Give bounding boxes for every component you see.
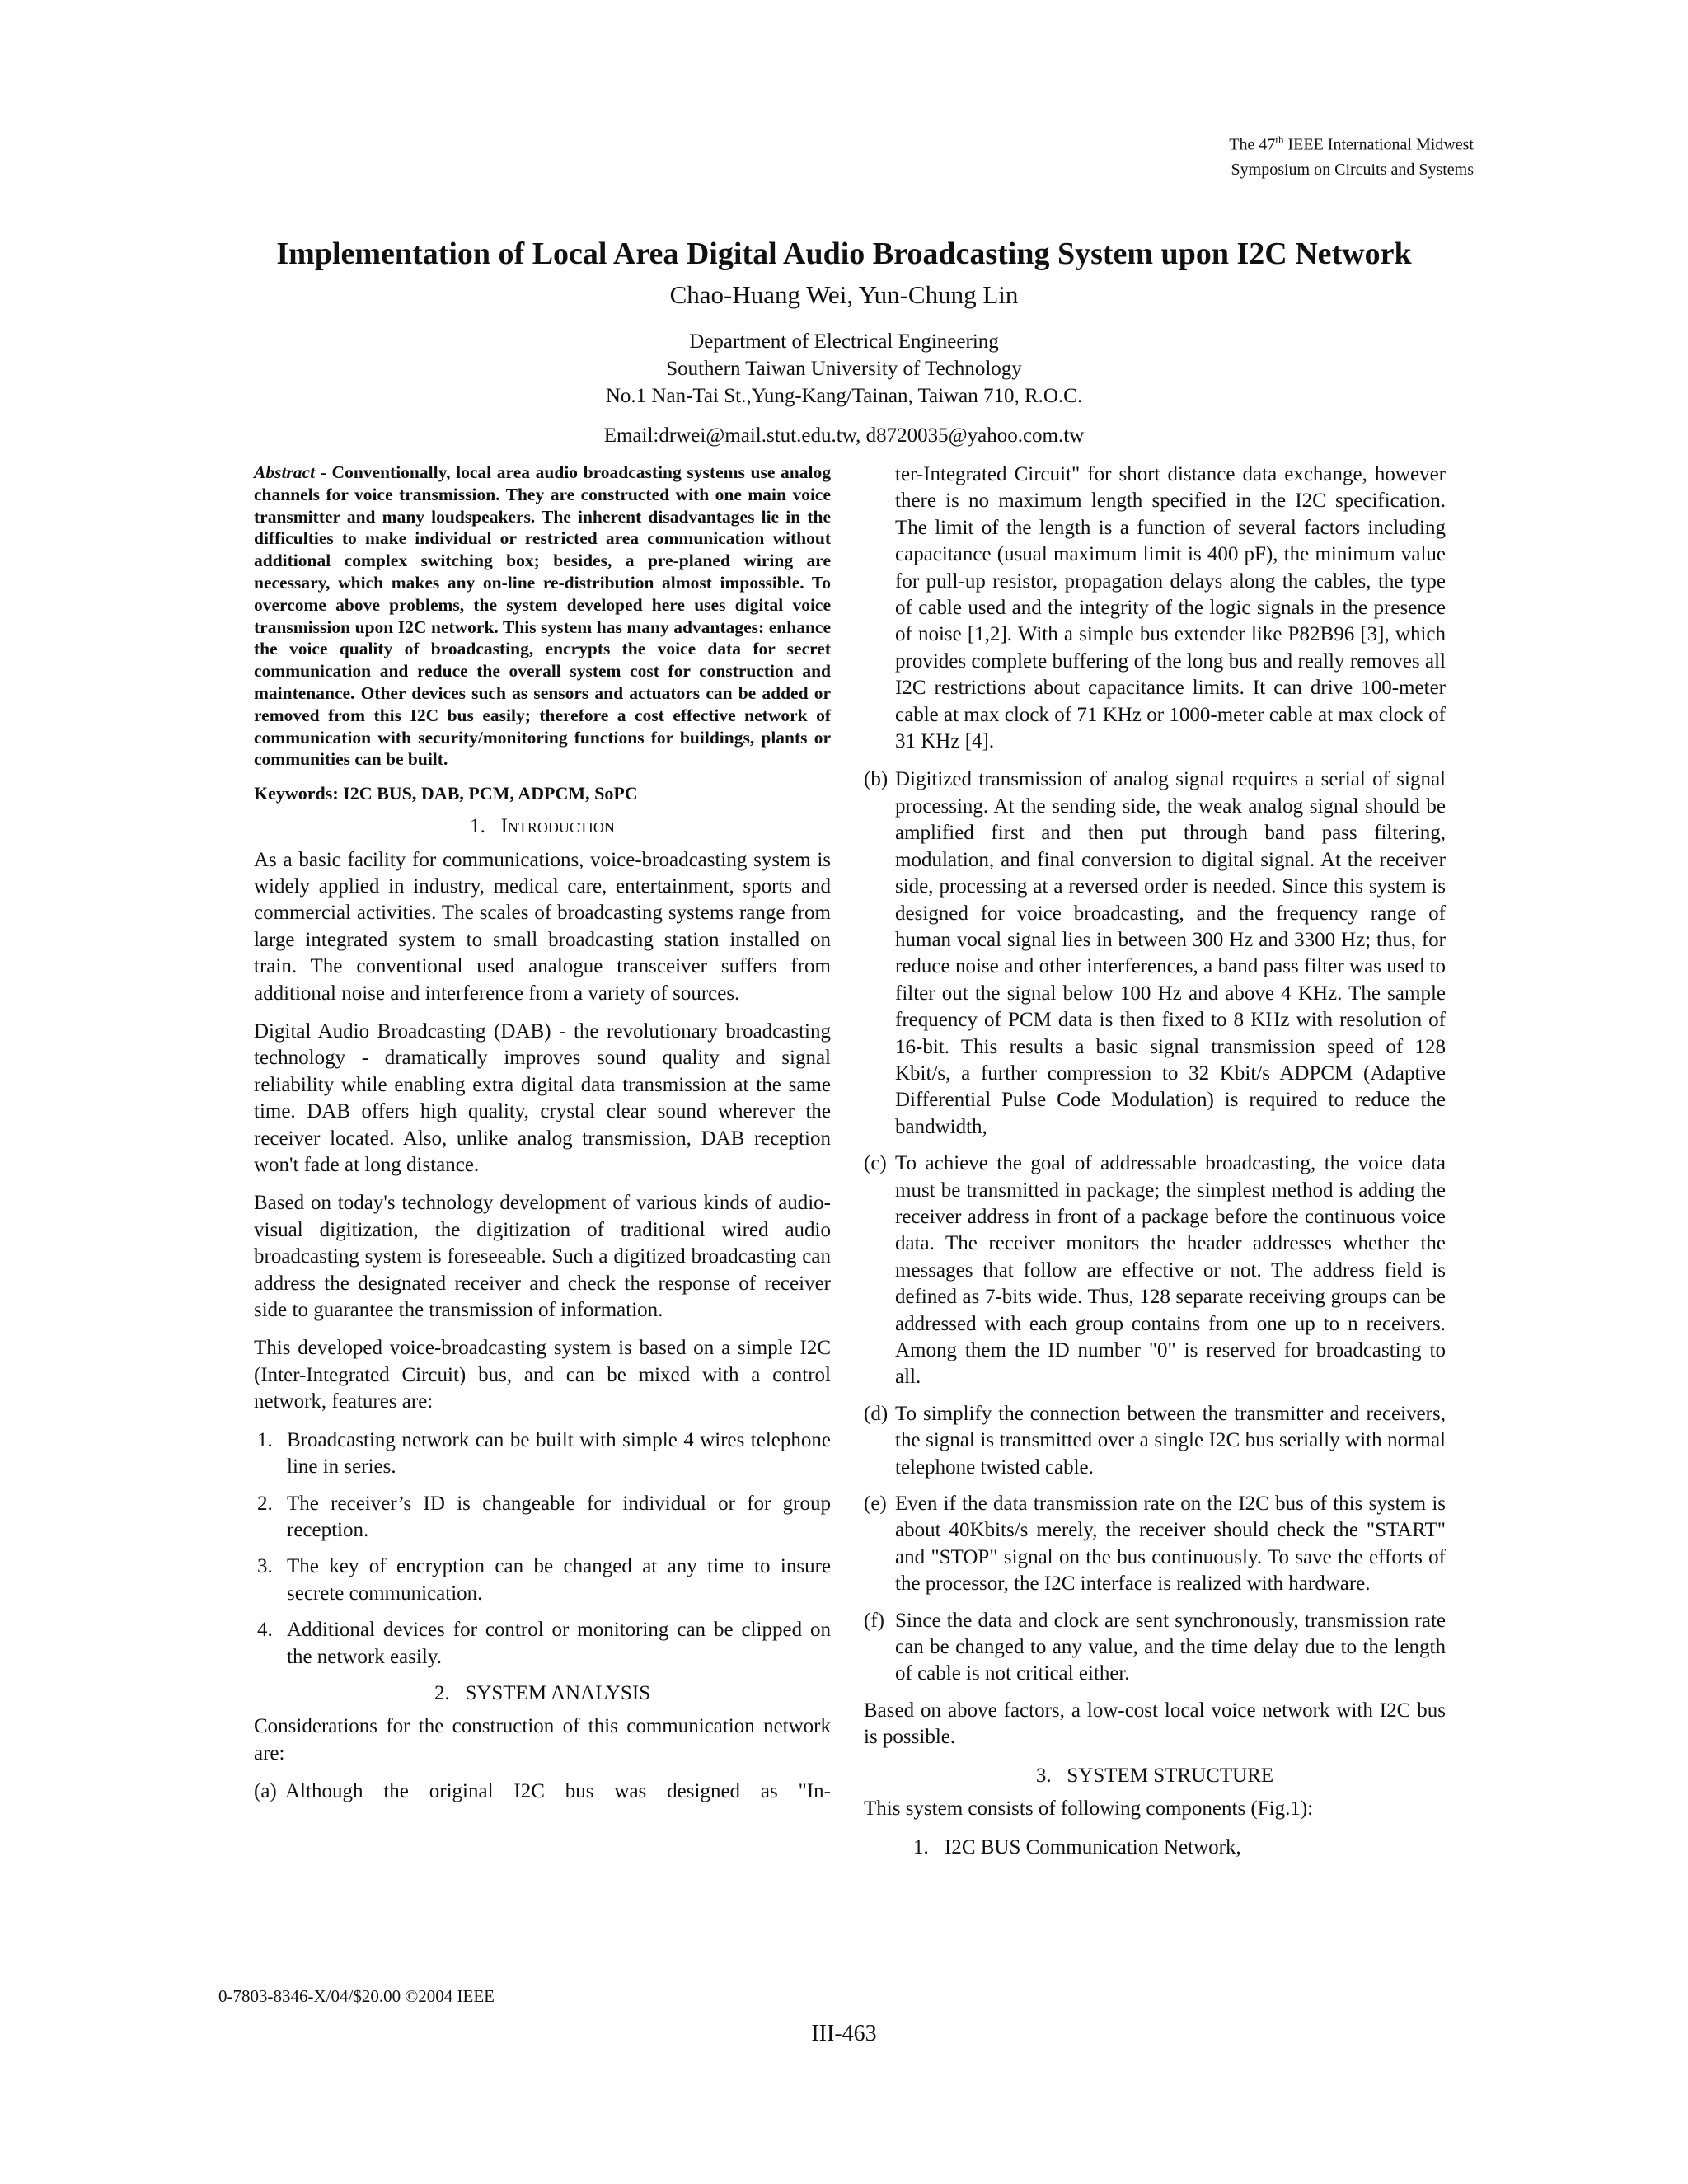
paper-authors: Chao-Huang Wei, Yun-Chung Lin — [669, 280, 1019, 309]
consideration-item: (d) To simplify the connection between the transmitter and receivers, the signal is transmitted over a single I2C bus serially with normal telephone twisted cable. — [864, 1402, 1446, 1479]
page-number: III-463 — [811, 2021, 877, 2046]
abstract-text: - Conventionally, local area audio broadcasting systems use analog channels for voice transmission. They are constructed with one main voice transmitter and many loudspeakers. The inherent disadvantages lie in the difficulties to make individual or restricted area communication without additional complex switching box; besides, a pre-planed wiring are necessary, which makes any on-line re-distribution almost impossible. To overcome above problems, the system developed here uses digital voice transmission upon I2C network. This system has many advantages: enhance the voice quality of broadcasting, encrypts the voice data for secret communication and reduce the overall system cost for construction and maintenance. Other devices such as sensors and actuators can be added or removed from this I2C bus easily; therefore a cost effective network of communication with security/monitoring functions for buildings, plants or communities can be built. — [254, 462, 831, 770]
affiliation-dept: Department of Electrical Engineering — [689, 330, 999, 353]
conference-line-2: Symposium on Circuits and Systems — [1231, 160, 1474, 179]
feature-item: 4. Additional devices for control or monitoring can be clipped on the network easily. — [257, 1619, 831, 1668]
section-heading-system-analysis: 2. SYSTEM ANALYSIS — [434, 1681, 651, 1704]
consideration-item: (e) Even if the data transmission rate on the I2C bus of this system is about 40Kbits/s merely, the receiver should check the "START" and "STOP" signal on the bus continuously. To save the efforts of the processor, the I2C interface is realized with hardware. — [864, 1493, 1446, 1596]
feature-item: 1. Broadcasting network can be built with simple 4 wires telephone line in series. — [257, 1428, 831, 1479]
right-column — [864, 462, 1446, 1869]
conference-line-1: The 47th IEEE International Midwest — [1229, 134, 1474, 154]
feature-item: 2. The receiver’s ID is changeable for individual or for group reception. — [257, 1492, 831, 1541]
consideration-item: (f) Since the data and clock are sent synchronously, transmission rate can be changed to any value, and the time delay due to the length of cable is not critical either. — [864, 1609, 1446, 1685]
component-item: 1. I2C BUS Communication Network, — [913, 1835, 1241, 1858]
copyright-notice: 0-7803-8346-X/04/$20.00 ©2004 IEEE — [218, 1986, 495, 2006]
consideration-item-a: (a) Although the original I2C bus was designed as "In- — [254, 1780, 831, 1803]
conference-header — [1128, 128, 1474, 182]
intro-paragraph: Digital Audio Broadcasting (DAB) - the revolutionary broadcasting technology - dramatically improves sound quality and signal reliability while enabling extra digital data transmission at the same time. DAB offers high quality, crystal clear sound wherever the receiver located. Also, unlike analog transmission, DAB reception won't fade at long distance. — [254, 1020, 831, 1177]
intro-paragraph: Based on today's technology development of various kinds of audio-visual digitization, the digitization of traditional wired audio broadcasting system is foreseeable. Such a digitized broadcasting can address the designated receiver and check the response of receiver side to guarantee the transmission of information. — [254, 1192, 831, 1322]
paper-title: Implementation of Local Area Digital Audio Broadcasting System upon I2C Network — [276, 237, 1412, 271]
consideration-item-a-continued: ter-Integrated Circuit" for short distance data exchange, however there is no maximum length specified in the I2C specification. The limit of the length is a function of several factors including capacitance (usual maximum limit is 400 pF), the minimum value for pull-up resistor, propagation delays along the cables, the type of cable used and the integrity of the logic signals in the presence of noise [1,2]. With a simple bus extender like P82B96 [3], which provides complete buffering of the long bus and really removes all I2C restrictions about capacitance limits. It can drive 100-meter cable at max clock of 71 KHz or 1000-meter cable at max clock of 31 KHz [4]. — [895, 463, 1446, 753]
affiliation-address: No.1 Nan-Tai St.,Yung-Kang/Tainan, Taiwan 710, R.O.C. — [605, 385, 1083, 407]
intro-paragraph: This developed voice-broadcasting system is based on a simple I2C (Inter-Integrated Circuit) bus, and can be mixed with a control network, features are: — [254, 1337, 831, 1413]
left-column — [254, 462, 831, 1816]
abstract-label: Abstract — [254, 462, 316, 482]
author-emails: Email:drwei@mail.stut.edu.tw, d8720035@yahoo.com.tw — [603, 424, 1085, 447]
keywords: Keywords: I2C BUS, DAB, PCM, ADPCM, SoPC — [254, 783, 638, 804]
system-analysis-intro: Considerations for the construction of this communication network are: — [254, 1715, 831, 1765]
abstract — [254, 462, 831, 771]
consideration-item: (b) Digitized transmission of analog signal requires a serial of signal processing. At the sending side, the weak analog signal should be amplified first and then put through band pass filtering, modulation, and final conversion to digital signal. At the receiver side, processing at a reversed order is needed. Since this system is designed for voice broadcasting, and the frequency range of human vocal signal lies in between 300 Hz and 3300 Hz; thus, for reduce noise and other interferences, a band pass filter was used to filter out the signal below 100 Hz and above 4 KHz. The sample frequency of PCM data is then fixed to 8 KHz with resolution of 16-bit. This results a basic signal transmission speed of 128 Kbit/s, a further compression to 32 Kbit/s ADPCM (Adaptive Differential Pulse Code Modulation) is required to reduce the bandwidth, — [864, 768, 1446, 1138]
consideration-item: (c) To achieve the goal of addressable broadcasting, the voice data must be transmitted in package; the simplest method is adding the receiver address in front of a package before the continuous voice data. The receiver monitors the header addresses whether the messages that follow are effective or not. The address field is defined as 7-bits wide. Thus, 128 separate receiving groups can be addressed with each group contains from one up to n receivers. Among them the ID number "0" is reserved for broadcasting to all. — [864, 1152, 1446, 1389]
affiliation — [0, 328, 1688, 410]
system-analysis-conclusion: Based on above factors, a low-cost local voice network with I2C bus is possible. — [864, 1699, 1446, 1749]
feature-item: 3. The key of encryption can be changed at any time to insure secrete communication. — [257, 1555, 831, 1605]
intro-paragraph: As a basic facility for communications, voice-broadcasting system is widely applied in industry, medical care, entertainment, sports and commercial activities. The scales of broadcasting systems range from large integrated system to small broadcasting station installed on train. The conventional used analogue transceiver suffers from additional noise and interference from a variety of sources. — [254, 848, 831, 1005]
section-heading-introduction: 1. Introduction — [470, 815, 615, 838]
system-structure-intro: This system consists of following components (Fig.1): — [864, 1797, 1314, 1821]
affiliation-univ: Southern Taiwan University of Technology — [666, 358, 1022, 380]
section-heading-system-structure: 3. SYSTEM STRUCTURE — [1035, 1764, 1274, 1787]
